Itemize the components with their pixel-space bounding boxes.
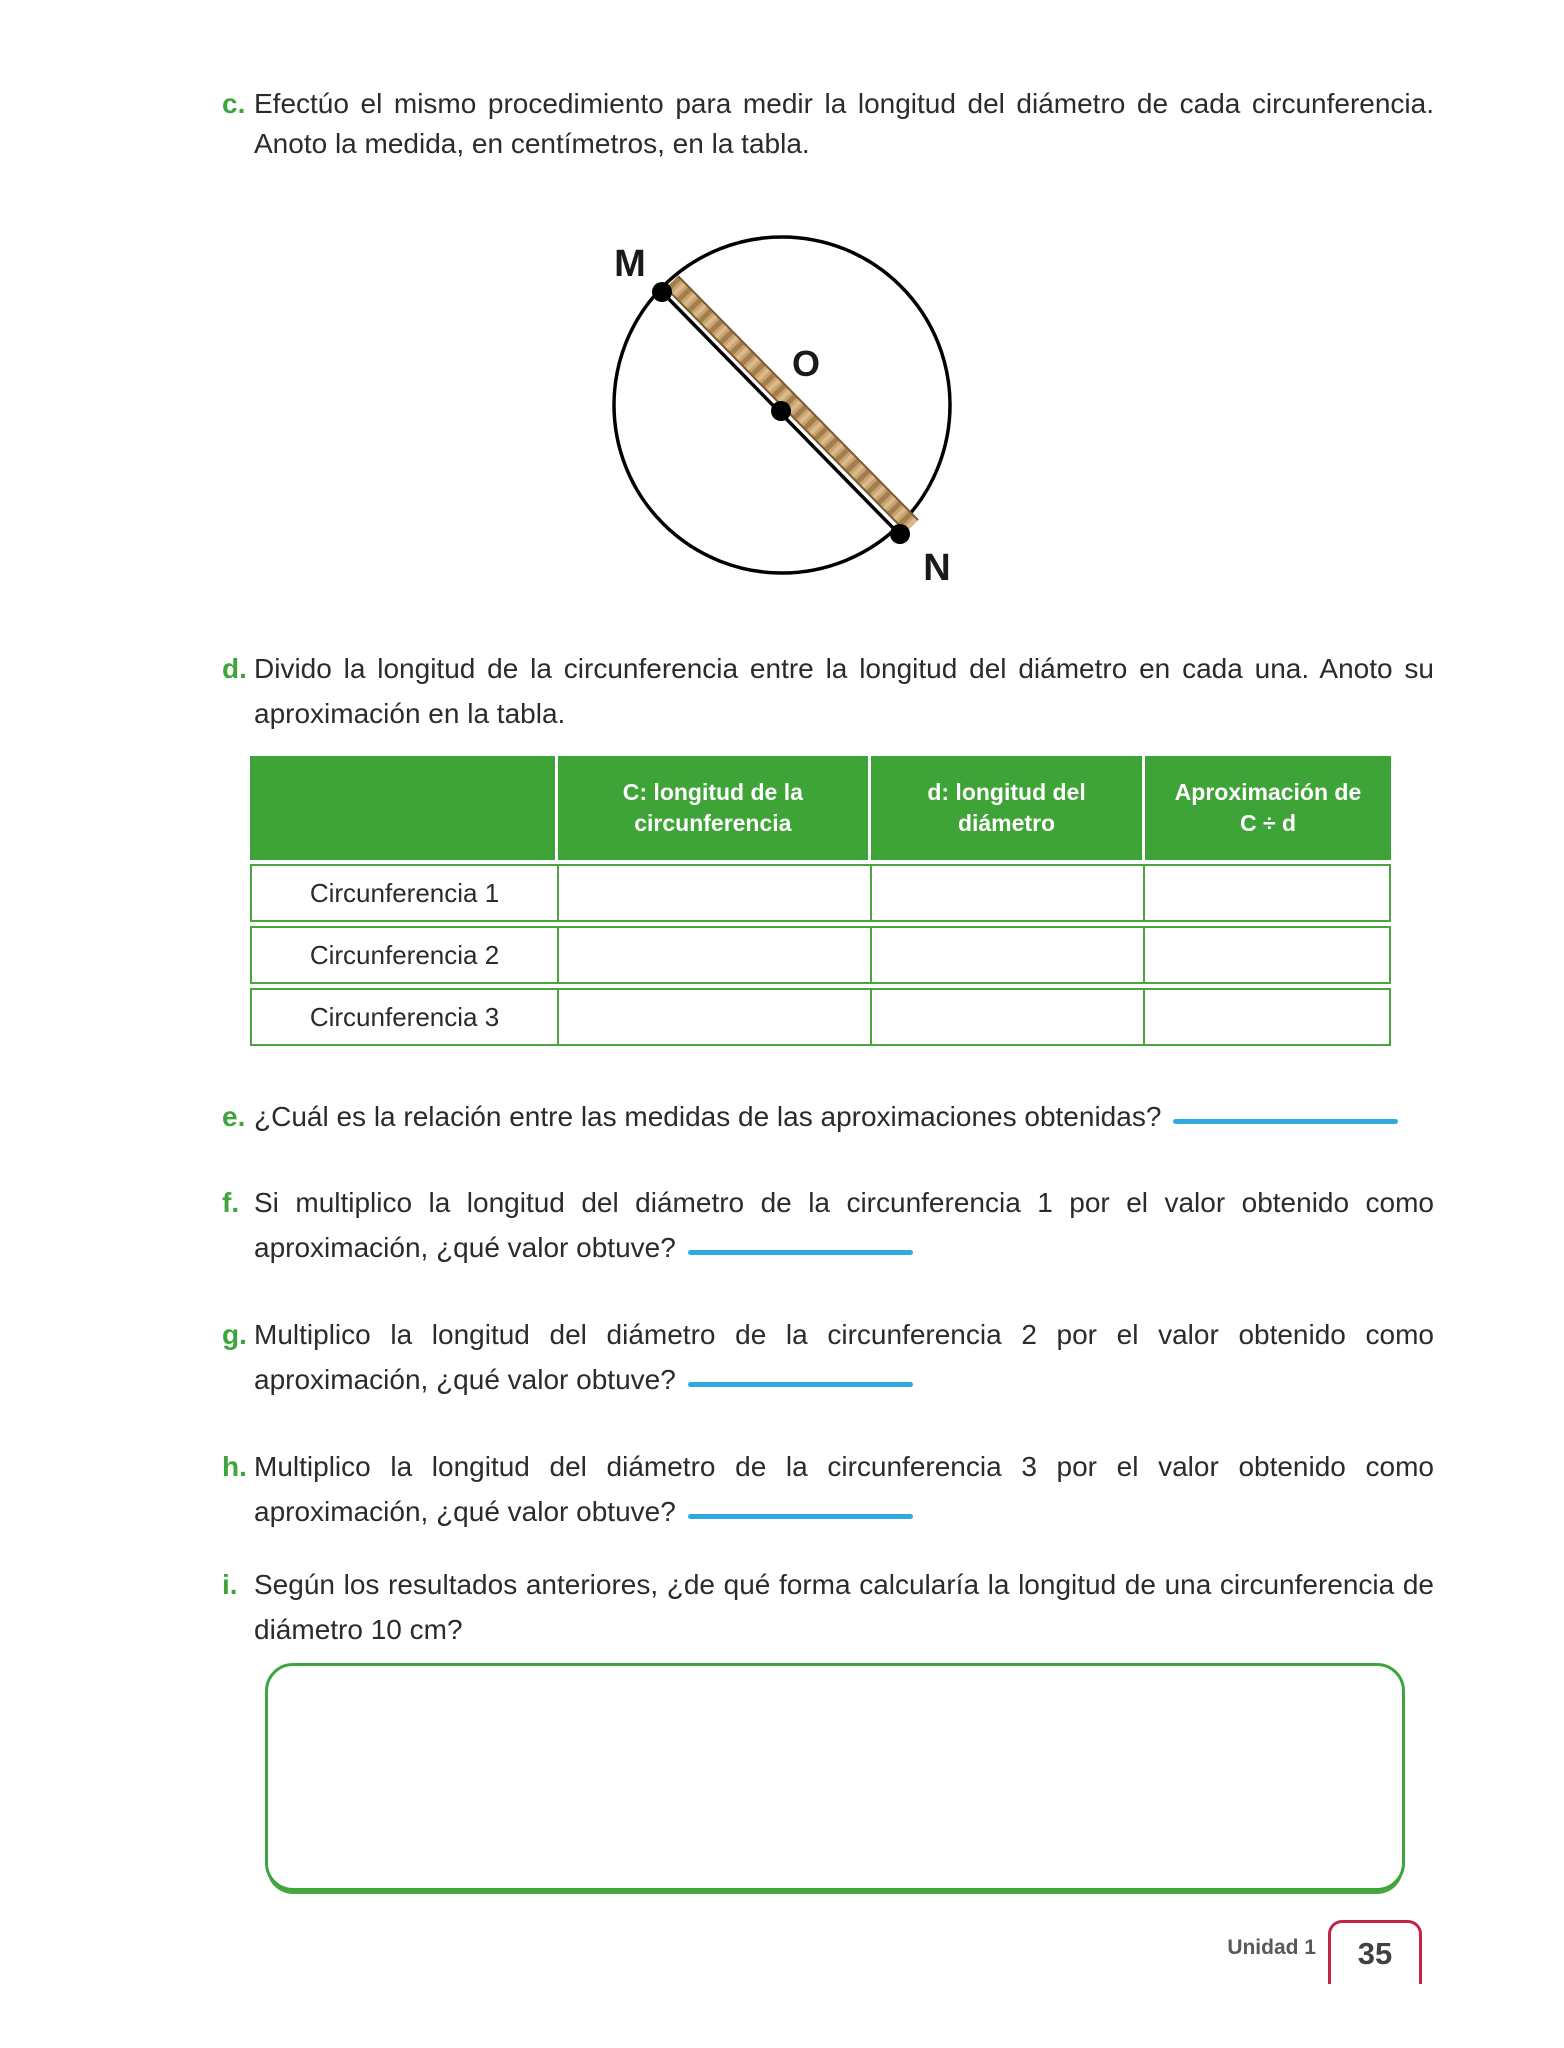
item-e-marker: e. [222, 1101, 246, 1132]
item-c-line-2: Anoto la medida, en centímetros, en la tabla. [254, 128, 810, 159]
label-o: O [791, 343, 821, 384]
item-f-line-2: aproximación, ¿qué valor obtuve? [254, 1225, 1434, 1270]
item-c-line-1: Efectúo el mismo procedimiento para medir la longitud del diámetro de cada circunferencia. [254, 88, 1434, 119]
cell-circumference-1-c[interactable] [557, 866, 870, 920]
item-i-line-1: Según los resultados anteriores, ¿de qué forma calcularía la longitud de una circunferencia de [254, 1569, 1434, 1600]
table-header-diameter-length: d: longitud del diámetro [868, 756, 1142, 860]
item-d-line-2: aproximación en la tabla. [254, 698, 566, 729]
cell-circumference-2-d[interactable] [870, 928, 1143, 982]
item-d-marker: d. [222, 653, 247, 684]
cell-circumference-3-c[interactable] [557, 990, 870, 1044]
cell-circumference-1-approx[interactable] [1143, 866, 1389, 920]
item-i-marker: i. [222, 1569, 238, 1600]
item-e [222, 1094, 1434, 1139]
item-h-line-1: Multiplico la longitud del diámetro de la circunferencia 3 por el valor obtenido como [254, 1451, 1434, 1482]
item-g-line-2: aproximación, ¿qué valor obtuve? [254, 1357, 1434, 1402]
item-g [222, 1312, 1434, 1402]
item-d [222, 646, 1434, 736]
row-label-circunferencia-1: Circunferencia 1 [309, 877, 500, 908]
cell-circumference-3-d[interactable] [870, 990, 1143, 1044]
answer-line-g[interactable] [688, 1382, 913, 1387]
item-d-line-1: Divido la longitud de la circunferencia entre la longitud del diámetro en cada una. Anoto su [254, 653, 1434, 684]
center-dot [771, 401, 791, 421]
table-row [250, 864, 1391, 922]
item-c [222, 84, 1434, 164]
table-header-approximation: Aproximación de C ÷ d [1142, 756, 1391, 860]
table-header-circumference-length: C: longitud de la circunferencia [555, 756, 869, 860]
circle-diagram [560, 185, 980, 605]
answer-line-h[interactable] [688, 1514, 913, 1519]
label-n: N [923, 547, 951, 589]
answer-box[interactable] [265, 1663, 1405, 1891]
row-label-circunferencia-2: Circunferencia 2 [309, 939, 500, 970]
table-row [250, 926, 1391, 984]
page-number-tab [1328, 1920, 1422, 1984]
item-h [222, 1444, 1434, 1534]
item-i-line-2: diámetro 10 cm? [254, 1614, 463, 1645]
measurement-table [250, 756, 1391, 1046]
table-row [250, 988, 1391, 1046]
item-h-marker: h. [222, 1451, 247, 1482]
table-header-empty [250, 756, 555, 860]
item-f-marker: f. [222, 1187, 240, 1218]
table-header-row [250, 756, 1391, 860]
item-c-marker: c. [222, 88, 246, 119]
rope [672, 282, 912, 526]
page-number: 35 [1357, 1935, 1393, 1971]
answer-line-f[interactable] [688, 1250, 913, 1255]
row-label-circunferencia-3: Circunferencia 3 [309, 1001, 500, 1032]
cell-circumference-3-approx[interactable] [1143, 990, 1389, 1044]
footer-unit-label: Unidad 1 [1227, 1936, 1316, 1959]
cell-circumference-1-d[interactable] [870, 866, 1143, 920]
item-g-line-1: Multiplico la longitud del diámetro de la circunferencia 2 por el valor obtenido como [254, 1319, 1434, 1350]
label-m: M [614, 243, 646, 285]
answer-line-e[interactable] [1173, 1119, 1398, 1124]
point-n-dot [890, 524, 910, 544]
item-e-line-1: ¿Cuál es la relación entre las medidas de las aproximaciones obtenidas? [254, 1094, 1434, 1139]
item-g-marker: g. [222, 1319, 247, 1350]
cell-circumference-2-c[interactable] [557, 928, 870, 982]
item-h-line-2: aproximación, ¿qué valor obtuve? [254, 1489, 1434, 1534]
item-f [222, 1180, 1434, 1270]
item-i [222, 1562, 1434, 1652]
item-f-line-1: Si multiplico la longitud del diámetro de la circunferencia 1 por el valor obtenido como [254, 1187, 1434, 1218]
cell-circumference-2-approx[interactable] [1143, 928, 1389, 982]
point-m-dot [652, 282, 672, 302]
